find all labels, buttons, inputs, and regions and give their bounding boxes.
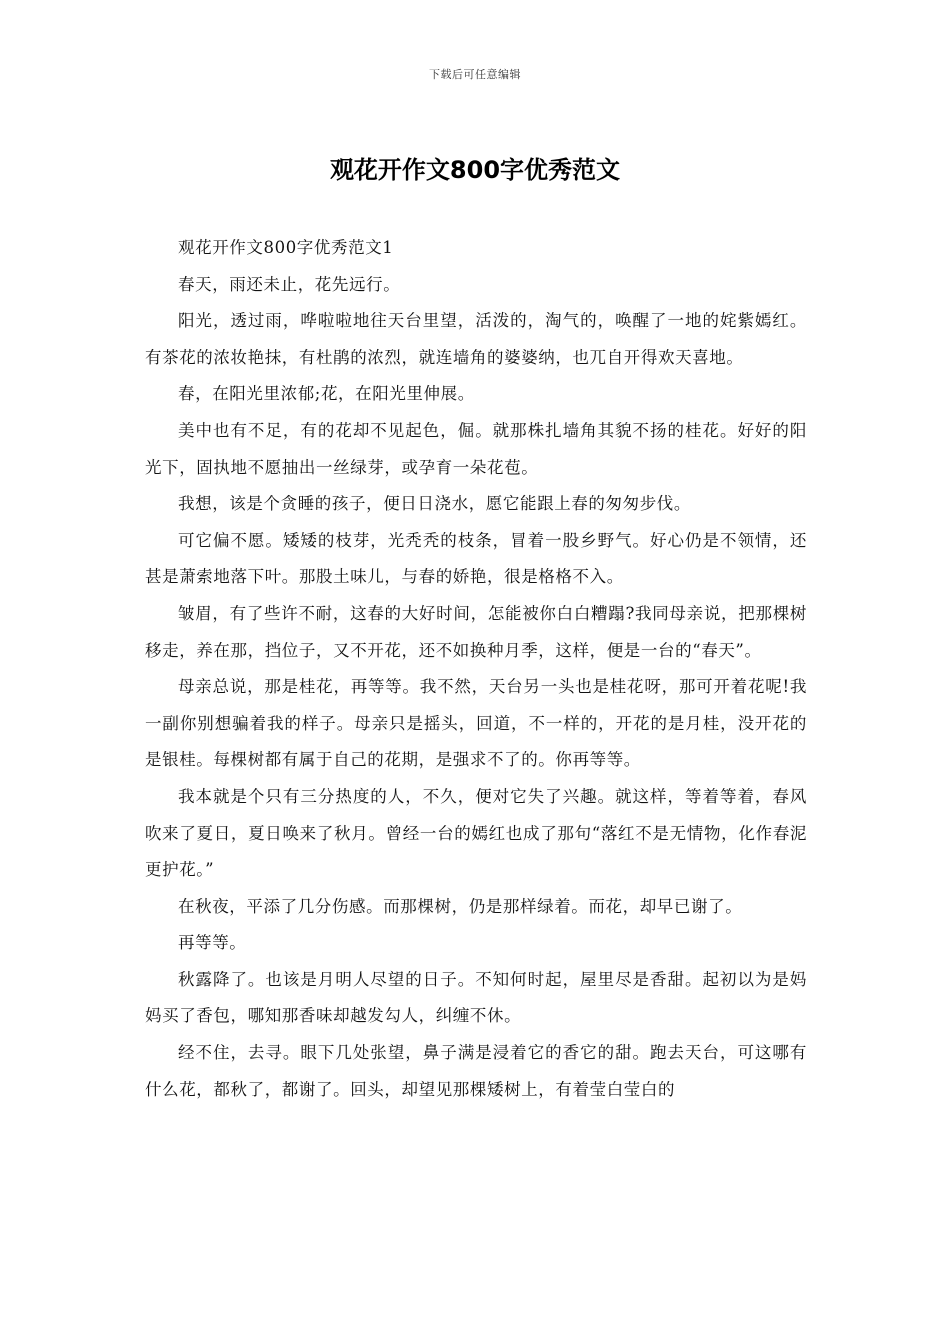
paragraph: 阳光，透过雨，哗啦啦地往天台里望，活泼的，淘气的，唤醒了一地的姹紫嫣红。有茶花的浓妆艳抹，有杜鹃的浓烈，就连墙角的婆婆纳，也兀自开得欢天喜地。 xyxy=(145,311,807,367)
paragraph: 再等等。 xyxy=(178,933,247,953)
paragraph: 母亲总说，那是桂花，再等等。我不然，天台另一头也是桂花呀，那可开着花呢!我一副你别想骗着我的样子。母亲只是摇头，回道，不一样的，开花的是月桂，没开花的是银桂。每棵树都有属于自己的花期，是强求不了的。你再等等。 xyxy=(145,677,807,770)
paragraph: 经不住，去寻。眼下几处张望，鼻子满是浸着它的香它的甜。跑去天台，可这哪有什么花，都秋了，都谢了。回头，却望见那棵矮树上，有着莹白莹白的 xyxy=(145,1043,807,1099)
paragraph: 在秋夜，平添了几分伤感。而那棵树，仍是那样绿着。而花，却早已谢了。 xyxy=(178,896,743,916)
paragraph: 可它偏不愿。矮矮的枝芽，光秃秃的枝条，冒着一股乡野气。好心仍是不领情，还甚是萧索地落下叶。那股土味儿，与春的娇艳，很是格格不入。 xyxy=(145,530,807,587)
header-note: 下载后可任意编辑 xyxy=(429,68,521,81)
paragraph: 我本就是个只有三分热度的人，不久，便对它失了兴趣。就这样，等着等着，春风吹来了夏日，夏日唤来了秋月。曾经一台的嫣红也成了那句“落红不是无情物，化作春泥更护花。” xyxy=(145,786,807,880)
paragraph: 春，在阳光里浓郁;花，在阳光里伸展。 xyxy=(178,384,475,404)
paragraph: 春天，雨还未止，花先远行。 xyxy=(178,274,401,294)
paragraph: 秋露降了。也该是月明人尽望的日子。不知何时起，屋里尽是香甜。起初以为是妈妈买了香包，哪知那香味却越发勾人，纠缠不休。 xyxy=(145,969,807,1026)
document-body xyxy=(145,230,807,1108)
paragraph: 美中也有不足，有的花却不见起色，倔。就那株扎墙角其貌不扬的桂花。好好的阳光下，固执地不愿抽出一丝绿芽，或孕育一朵花苞。 xyxy=(145,420,807,477)
document-title: 观花开作文800字优秀范文 xyxy=(329,156,621,184)
paragraph: 我想，该是个贪睡的孩子，便日日浇水，愿它能跟上春的匆匆步伐。 xyxy=(178,494,691,514)
paragraph: 皱眉，有了些许不耐，这春的大好时间，怎能被你白白糟蹋?我同母亲说，把那棵树移走，养在那，挡位子，又不开花，还不如换种月季，这样，便是一台的“春天”。 xyxy=(145,603,807,660)
paragraph: 观花开作文800字优秀范文1 xyxy=(178,238,394,257)
